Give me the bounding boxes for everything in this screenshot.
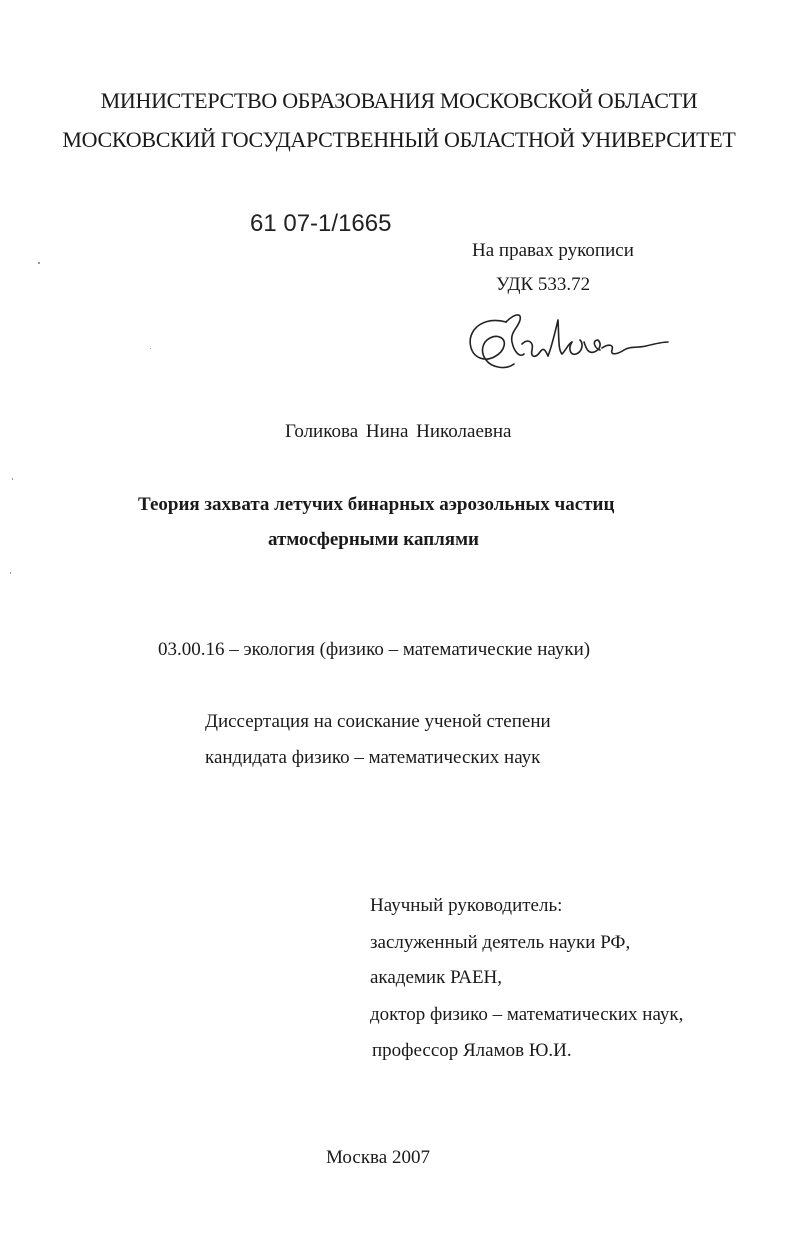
- city-year: Москва 2007: [326, 1147, 430, 1168]
- scan-speck: [38, 262, 40, 264]
- scan-speck: [150, 348, 151, 349]
- dissertation-title-line2: атмосферными каплями: [268, 529, 479, 550]
- advisor-name: профессор Яламов Ю.И.: [372, 1040, 572, 1061]
- archive-stamp-number: 61 07-1/1665: [250, 210, 392, 237]
- advisor-label: Научный руководитель:: [370, 895, 563, 916]
- university-header: МОСКОВСКИЙ ГОСУДАРСТВЕННЫЙ ОБЛАСТНОЙ УНИВЕРСИТЕТ: [62, 127, 736, 152]
- advisor-title-line2: академик РАЕН,: [370, 967, 503, 988]
- author-signature-icon: [462, 308, 672, 388]
- scan-speck: [12, 478, 13, 480]
- udk-code: УДК 533.72: [496, 274, 591, 295]
- scan-speck: [10, 572, 11, 574]
- author-name: Голикова Нина Николаевна: [285, 421, 512, 442]
- advisor-title-line1: заслуженный деятель науки РФ,: [370, 932, 631, 953]
- dissertation-degree-line1: Диссертация на соискание ученой степени: [205, 711, 551, 732]
- ministry-header: МИНИСТЕРСТВО ОБРАЗОВАНИЯ МОСКОВСКОЙ ОБЛАСТИ: [100, 88, 698, 113]
- advisor-title-line3: доктор физико – математических наук,: [370, 1004, 684, 1025]
- dissertation-title-line1: Теория захвата летучих бинарных аэрозольных частиц: [138, 494, 615, 515]
- manuscript-rights: На правах рукописи: [472, 240, 634, 261]
- dissertation-degree-line2: кандидата физико – математических наук: [205, 747, 541, 768]
- specialty-code: 03.00.16 – экология (физико – математические науки): [158, 639, 591, 660]
